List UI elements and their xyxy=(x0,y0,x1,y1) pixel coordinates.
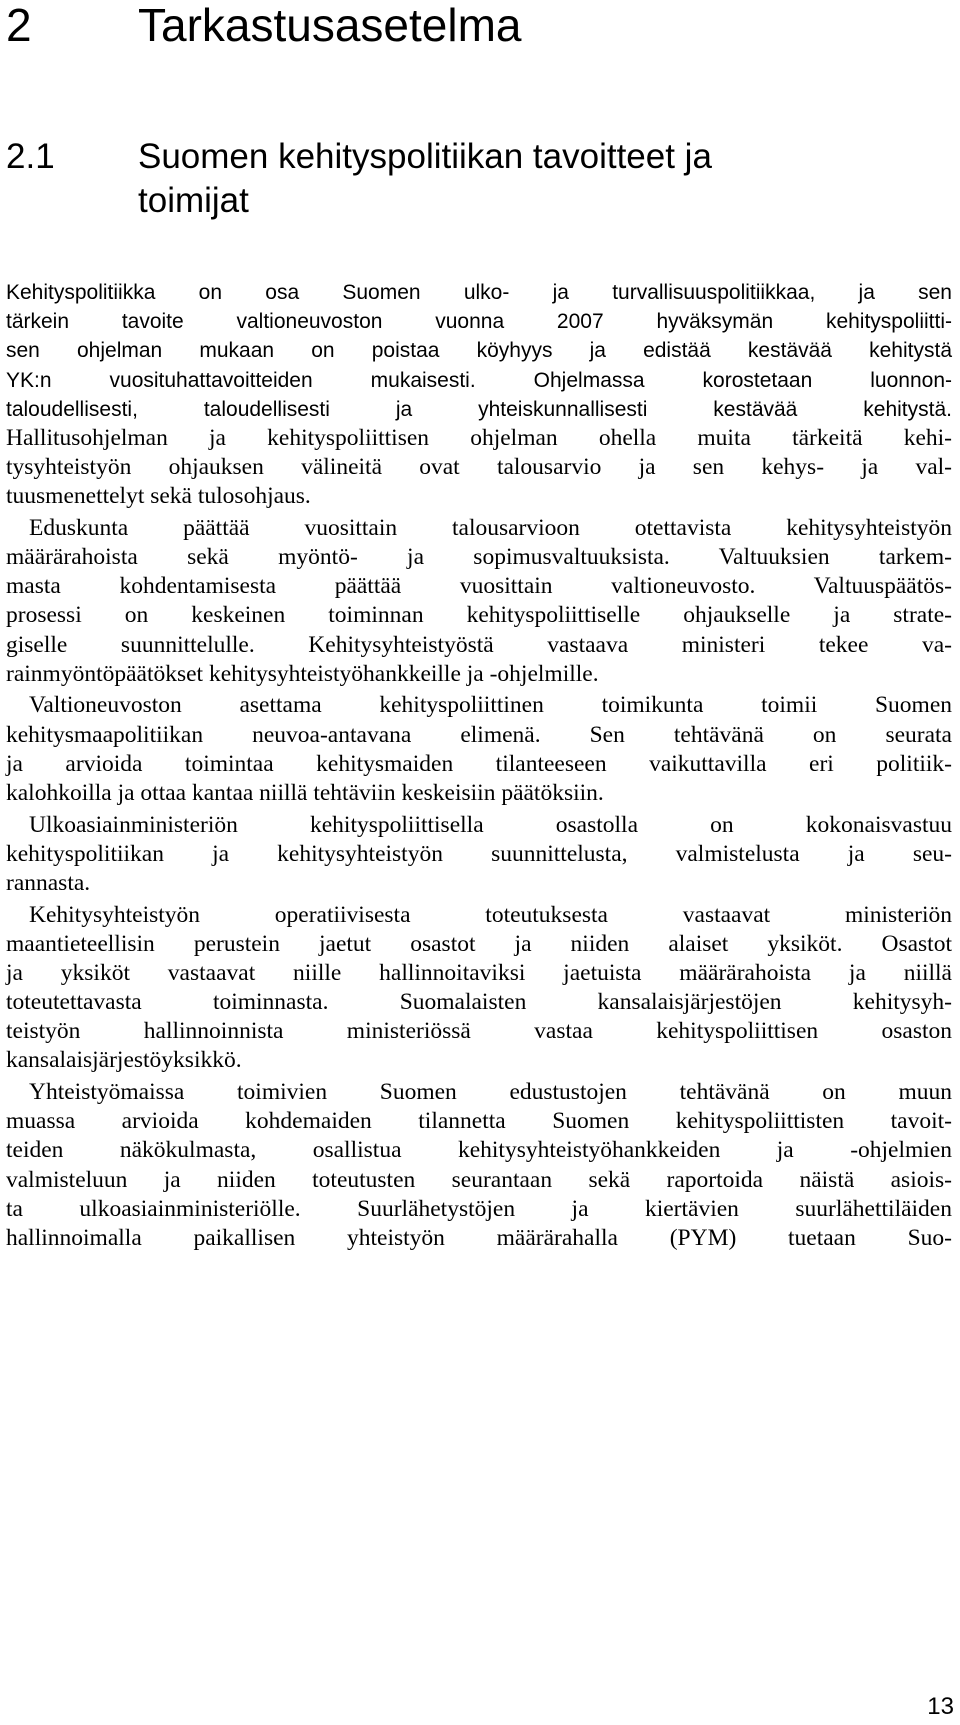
chapter-heading xyxy=(6,0,522,50)
chapter-number: 2 xyxy=(6,0,32,51)
text-line: kansalaisjärjestöyksikkö. xyxy=(6,1047,242,1074)
text-line: kalohkoilla ja ottaa kantaa niillä tehtäviin keskeisiin päätöksiin. xyxy=(6,779,604,806)
text-line: Ulkoasiainministeriön kehityspoliittisella osastolla on kokonaisvastuu xyxy=(29,811,952,838)
text-line: Yhteistyömaissa toimivien Suomen edustustojen tehtävänä on muun xyxy=(29,1079,952,1106)
paragraph-operations xyxy=(6,901,952,1076)
text-line: prosessi on keskeinen toiminnan kehityspoliittiselle ohjaukselle ja strate- xyxy=(6,602,952,629)
text-line: Kehitysyhteistyön operatiivisesta toteutuksesta vastaavat ministeriön xyxy=(29,901,952,928)
text-line: muassa arvioida kohdemaiden tilannetta Suomen kehityspoliittisten tavoit- xyxy=(6,1108,952,1135)
text-line: giselle suunnittelulle. Kehitysyhteistyöstä vastaava ministeri tekee va- xyxy=(6,631,952,658)
section-title-line: toimijat xyxy=(138,181,249,220)
text-line: rannasta. xyxy=(6,869,91,896)
paragraph-ministry xyxy=(6,811,952,899)
text-line: ta ulkoasiainministeriölle. Suurlähetystöjen ja kiertävien suurlähettiläiden xyxy=(6,1195,952,1222)
section-number: 2.1 xyxy=(6,137,55,176)
text-line: kehityspolitiikan ja kehitysyhteistyön suunnittelusta, valmistelusta ja seu- xyxy=(6,840,952,867)
text-line: rainmyöntöpäätökset kehitysyhteistyöhankkeille ja -ohjelmille. xyxy=(6,660,599,687)
text-line: Valtioneuvoston asettama kehityspoliittinen toimikunta toimii Suomen xyxy=(29,692,952,719)
text-line: toteutettavasta toiminnasta. Suomalaisten kansalaisjärjestöjen kehitysyh- xyxy=(6,989,952,1016)
text-line: valmisteluun ja niiden toteutusten seurantaan sekä raportoida näistä asiois- xyxy=(6,1166,952,1193)
text-line: ja yksiköt vastaavat niille hallinnoitaviksi jaetuista määrärahoista ja niillä xyxy=(6,959,952,986)
paragraph-committee xyxy=(6,691,952,808)
text-line: taloudellisesti, taloudellisesti ja yhteiskunnallisesti kestävää kehitystä. xyxy=(6,397,952,421)
paragraph-embassies xyxy=(6,1078,952,1253)
paragraph-parliament xyxy=(6,514,952,689)
text-line: Kehityspolitiikka on osa Suomen ulko- ja turvallisuuspolitiikkaa, ja sen xyxy=(6,281,952,304)
section-title xyxy=(138,135,712,223)
text-line: ja arvioida toimintaa kehitysmaiden tilanteeseen vaikuttavilla eri politiik- xyxy=(6,750,952,777)
section-title-line: Suomen kehityspolitiikan tavoitteet ja xyxy=(138,137,712,176)
text-line: tysyhteistyön ohjauksen välineitä ovat talousarvio ja sen kehys- ja val- xyxy=(6,454,952,481)
text-line: teistyön hallinnoinnista ministeriössä vastaa kehityspoliittisen osaston xyxy=(6,1018,952,1045)
text-line: teiden näkökulmasta, osallistua kehitysyhteistyöhankkeiden ja -ohjelmien xyxy=(6,1137,952,1164)
text-line: YK:n vuosituhattavoitteiden mukaisesti. Ohjelmassa korostetaan luonnon- xyxy=(6,368,952,392)
text-line: tuusmenettelyt sekä tulosohjaus. xyxy=(6,483,311,510)
paragraph-development-policy xyxy=(6,278,952,512)
text-line: määrärahoista sekä myöntö- ja sopimusvaltuuksista. Valtuuksien tarkem- xyxy=(6,544,952,571)
text-line: tärkein tavoite valtioneuvoston vuonna 2007 hyväksymän kehityspoliitti- xyxy=(6,310,952,334)
text-line: Eduskunta päättää vuosittain talousarvioon otettavista kehitysyhteistyön xyxy=(29,514,952,541)
text-line: kehitysmaapolitiikan neuvoa-antavana elimenä. Sen tehtävänä on seurata xyxy=(6,721,952,748)
chapter-title: Tarkastusasetelma xyxy=(138,0,522,51)
body-text xyxy=(6,278,952,1256)
text-line: Hallitusohjelman ja kehityspoliittisen ohjelman ohella muita tärkeitä kehi- xyxy=(6,424,952,451)
text-line: hallinnoimalla paikallisen yhteistyön määrärahalla (PYM) tuetaan Suo- xyxy=(6,1224,952,1251)
text-line: sen ohjelman mukaan on poistaa köyhyys ja edistää kestävää kehitystä xyxy=(6,339,952,363)
text-line: maantieteellisin perustein jaetut osastot ja niiden alaiset yksiköt. Osastot xyxy=(6,930,952,957)
page-number: 13 xyxy=(927,1693,954,1720)
text-line: masta kohdentamisesta päättää vuosittain valtioneuvosto. Valtuuspäätös- xyxy=(6,573,952,600)
